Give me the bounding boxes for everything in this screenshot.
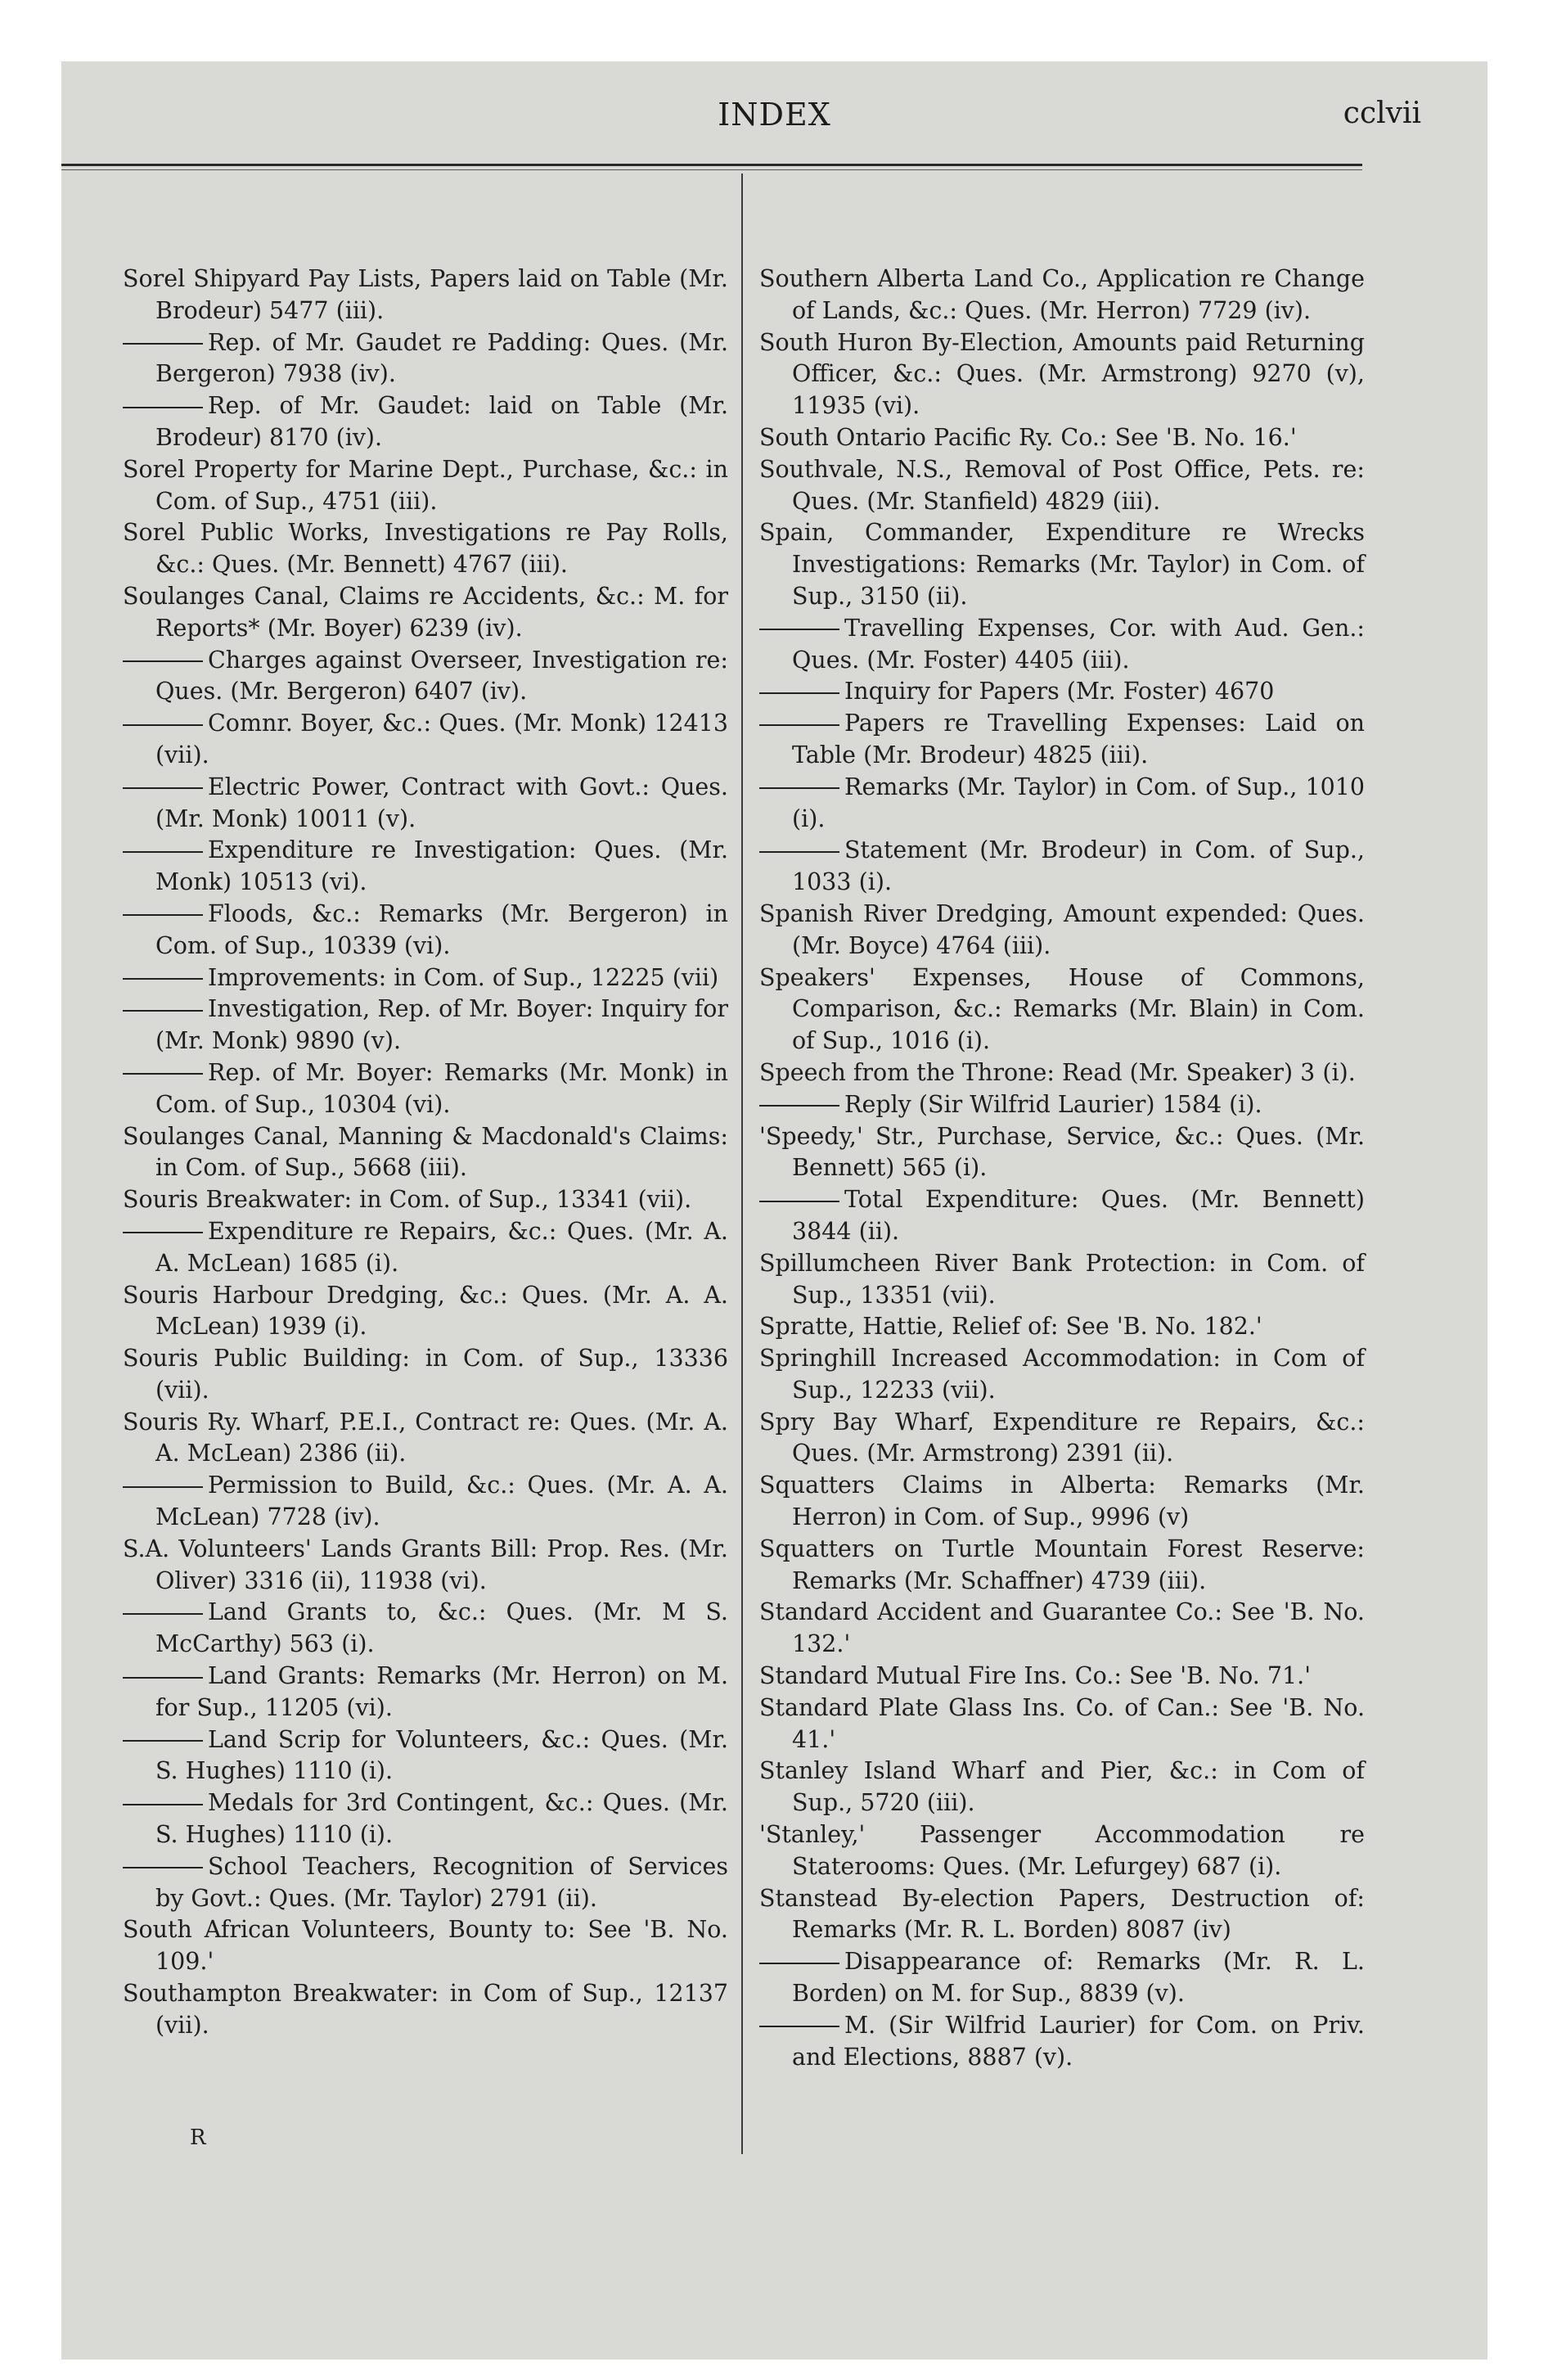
signature-mark: R <box>190 2125 206 2150</box>
index-entry-text: Total Expenditure: Ques. (Mr. Bennett) 3844 (ii). <box>792 1186 1365 1245</box>
index-entry <box>759 708 1365 772</box>
index-entry-text: Travelling Expenses, Cor. with Aud. Gen.: Ques. (Mr. Foster) 4405 (iii). <box>792 614 1365 674</box>
index-entry <box>123 581 728 645</box>
index-entry <box>123 1597 728 1661</box>
index-entry <box>123 1216 728 1280</box>
index-entry-text: Sorel Shipyard Pay Lists, Papers laid on Table (Mr. Brodeur) 5477 (iii). <box>123 265 728 324</box>
ditto-dash <box>123 1867 203 1868</box>
page-title: INDEX <box>718 97 831 133</box>
ditto-dash <box>123 1010 203 1012</box>
index-entry-text: Sorel Public Works, Investigations re Pay Rolls, &c.: Ques. (Mr. Bennett) 4767 (iii). <box>123 519 728 579</box>
index-entry <box>759 962 1365 1057</box>
index-entry <box>759 1756 1365 1819</box>
index-entry-text: Spratte, Hattie, Relief of: See 'B. No. 182.' <box>759 1313 1262 1341</box>
index-entry <box>123 1184 728 1216</box>
ditto-dash <box>759 1105 839 1107</box>
index-entry <box>123 1280 728 1344</box>
index-entry-text: Southern Alberta Land Co., Application re Change of Lands, &c.: Ques. (Mr. Herron) 7729 (iv). <box>759 265 1365 324</box>
index-entry-text: Speech from the Throne: Read (Mr. Speaker) 3 (i). <box>759 1058 1356 1086</box>
ditto-dash <box>759 787 839 789</box>
ditto-dash <box>123 787 203 789</box>
index-entry <box>123 645 728 709</box>
index-entry <box>759 1946 1365 2010</box>
index-entry-text: Floods, &c.: Remarks (Mr. Bergeron) in Com. of Sup., 10339 (vi). <box>155 899 728 959</box>
ditto-dash <box>123 851 203 853</box>
index-entry <box>759 835 1365 899</box>
index-entry-text: Soulanges Canal, Claims re Accidents, &c.: M. for Reports* (Mr. Boyer) 6239 (iv). <box>123 582 728 642</box>
ditto-dash <box>123 660 203 662</box>
index-entry <box>759 772 1365 836</box>
index-entry-text: Remarks (Mr. Taylor) in Com. of Sup., 1010 (i). <box>792 773 1365 832</box>
index-entry-text: Stanstead By-election Papers, Destruction of: Remarks (Mr. R. L. Borden) 8087 (iv) <box>759 1884 1365 1944</box>
index-entry-text: Inquiry for Papers (Mr. Foster) 4670 <box>844 678 1275 705</box>
index-entry-text: Rep. of Mr. Boyer: Remarks (Mr. Monk) in Com. of Sup., 10304 (vi). <box>155 1058 728 1118</box>
index-entry <box>123 264 728 327</box>
index-entry <box>759 1089 1365 1121</box>
ditto-dash <box>123 1677 203 1679</box>
ditto-dash <box>123 724 203 726</box>
index-entry <box>123 454 728 518</box>
ditto-dash <box>759 692 839 694</box>
index-entry <box>759 899 1365 962</box>
index-entry <box>759 422 1365 454</box>
ditto-dash <box>123 343 203 345</box>
index-entry-text: Souris Breakwater: in Com. of Sup., 13341 (vii). <box>123 1186 692 1214</box>
index-entry <box>123 1661 728 1724</box>
index-entry-text: Sorel Property for Marine Dept., Purchase, &c.: in Com. of Sup., 4751 (iii). <box>123 455 728 515</box>
index-entry-text: Southampton Breakwater: in Com of Sup., 12137 (vii). <box>123 1980 728 2039</box>
header-rule-thin <box>61 169 1362 170</box>
index-entry-text: South African Volunteers, Bounty to: See 'B. No. 109.' <box>123 1916 728 1976</box>
index-entry <box>759 1311 1365 1343</box>
index-entry-text: Souris Ry. Wharf, P.E.I., Contract re: Ques. (Mr. A. A. McLean) 2386 (ii). <box>123 1408 728 1467</box>
index-entry <box>759 1343 1365 1407</box>
index-entry-text: Speakers' Expenses, House of Commons, Comparison, &c.: Remarks (Mr. Blain) in Com. of Sup., 1016 (i). <box>759 963 1365 1055</box>
index-column-left <box>123 264 728 2042</box>
index-entry-text: Permission to Build, &c.: Ques. (Mr. A. A. McLean) 7728 (iv). <box>155 1472 728 1531</box>
index-entry <box>123 994 728 1057</box>
index-entry-text: S.A. Volunteers' Lands Grants Bill: Prop. Res. (Mr. Oliver) 3316 (ii), 11938 (vi). <box>123 1535 728 1594</box>
index-entry-text: Disappearance of: Remarks (Mr. R. L. Borden) on M. for Sup., 8839 (v). <box>792 1948 1365 2008</box>
index-entry-text: Spanish River Dredging, Amount expended: Ques. (Mr. Boyce) 4764 (iii). <box>759 899 1365 959</box>
ditto-dash <box>123 1740 203 1742</box>
index-entry-text: Improvements: in Com. of Sup., 12225 (vii) <box>208 963 719 991</box>
index-entry <box>759 1184 1365 1248</box>
index-entry-text: Reply (Sir Wilfrid Laurier) 1584 (i). <box>844 1090 1262 1118</box>
index-entry <box>123 390 728 454</box>
column-divider <box>741 174 743 2154</box>
index-entry-text: Papers re Travelling Expenses: Laid on Table (Mr. Brodeur) 4825 (iii). <box>792 710 1365 769</box>
index-entry-text: Squatters on Turtle Mountain Forest Reserve: Remarks (Mr. Schaffner) 4739 (iii). <box>759 1535 1365 1594</box>
index-entry <box>123 1787 728 1851</box>
page-number: cclvii <box>1343 97 1421 130</box>
index-entry <box>123 1407 728 1471</box>
index-entry-text: Souris Public Building: in Com. of Sup., 13336 (vii). <box>123 1345 728 1404</box>
index-entry-text: Spain, Commander, Expenditure re Wrecks Investigations: Remarks (Mr. Taylor) in Com. of Sup., 3150 (ii). <box>759 519 1365 610</box>
index-entry-text: South Huron By-Election, Amounts paid Returning Officer, &c.: Ques. (Mr. Armstrong) 9270 (v), 11935 (vi). <box>759 328 1365 420</box>
index-entry <box>759 1661 1365 1693</box>
index-entry-text: South Ontario Pacific Ry. Co.: See 'B. No. 16.' <box>759 423 1297 451</box>
index-entry-text: Standard Mutual Fire Ins. Co.: See 'B. No. 71.' <box>759 1662 1312 1690</box>
ditto-dash <box>759 1963 839 1964</box>
index-entry-text: Standard Accident and Guarantee Co.: See 'B. No. 132.' <box>759 1598 1365 1658</box>
ditto-dash <box>759 724 839 726</box>
index-entry <box>123 1978 728 2042</box>
index-entry-text: Squatters Claims in Alberta: Remarks (Mr. Herron) in Com. of Sup., 9996 (v) <box>759 1472 1365 1531</box>
ditto-dash <box>759 851 839 853</box>
ditto-dash <box>123 1073 203 1075</box>
index-entry-text: Electric Power, Contract with Govt.: Ques. (Mr. Monk) 10011 (v). <box>155 773 728 832</box>
index-entry-text: Soulanges Canal, Manning & Macdonald's Claims: in Com. of Sup., 5668 (iii). <box>123 1122 728 1182</box>
ditto-dash <box>123 1486 203 1488</box>
index-entry-text: 'Stanley,' Passenger Accommodation re Staterooms: Ques. (Mr. Lefurgey) 687 (i). <box>759 1821 1365 1880</box>
index-entry-text: Medals for 3rd Contingent, &c.: Ques. (Mr. S. Hughes) 1110 (i). <box>155 1789 728 1849</box>
ditto-dash <box>759 629 839 630</box>
index-entry <box>123 899 728 962</box>
index-entry <box>759 676 1365 708</box>
index-entry <box>123 835 728 899</box>
index-entry-text: 'Speedy,' Str., Purchase, Service, &c.: Ques. (Mr. Bennett) 565 (i). <box>759 1122 1365 1182</box>
ditto-dash <box>123 1613 203 1615</box>
index-entry <box>759 1057 1365 1089</box>
index-entry-text: Statement (Mr. Brodeur) in Com. of Sup., 1033 (i). <box>792 836 1365 896</box>
index-entry <box>123 1343 728 1407</box>
index-entry-text: Land Grants: Remarks (Mr. Herron) on M. for Sup., 11205 (vi). <box>155 1662 728 1721</box>
index-entry <box>759 264 1365 327</box>
index-entry <box>759 517 1365 612</box>
index-entry-text: Springhill Increased Accommodation: in Com of Sup., 12233 (vii). <box>759 1345 1365 1404</box>
index-entry <box>123 327 728 391</box>
ditto-dash <box>123 1804 203 1805</box>
index-entry <box>123 962 728 994</box>
index-entry-text: School Teachers, Recognition of Services by Govt.: Ques. (Mr. Taylor) 2791 (ii). <box>155 1852 728 1912</box>
index-entry-text: Investigation, Rep. of Mr. Boyer: Inquiry for (Mr. Monk) 9890 (v). <box>155 995 728 1055</box>
index-entry <box>759 2010 1365 2074</box>
index-entry <box>759 613 1365 677</box>
index-entry <box>759 1534 1365 1598</box>
index-entry <box>123 772 728 836</box>
index-entry-text: Land Scrip for Volunteers, &c.: Ques. (Mr. S. Hughes) 1110 (i). <box>155 1725 728 1785</box>
index-entry-text: M. (Sir Wilfrid Laurier) for Com. on Priv. and Elections, 8887 (v). <box>792 2011 1365 2071</box>
ditto-dash <box>759 2026 839 2027</box>
ditto-dash <box>123 914 203 916</box>
index-entry-text: Spillumcheen River Bank Protection: in Com. of Sup., 13351 (vii). <box>759 1249 1365 1309</box>
ditto-dash <box>759 1201 839 1202</box>
index-entry <box>123 1470 728 1534</box>
index-entry <box>123 1851 728 1915</box>
index-entry-text: Stanley Island Wharf and Pier, &c.: in Com of Sup., 5720 (iii). <box>759 1757 1365 1817</box>
index-entry <box>123 517 728 581</box>
index-entry-text: Charges against Overseer, Investigation re: Ques. (Mr. Bergeron) 6407 (iv). <box>155 646 728 705</box>
index-entry-text: Standard Plate Glass Ins. Co. of Can.: See 'B. No. 41.' <box>759 1693 1365 1753</box>
index-entry-text: Southvale, N.S., Removal of Post Office, Pets. re: Ques. (Mr. Stanfield) 4829 (iii). <box>759 455 1365 515</box>
index-entry <box>123 1914 728 1978</box>
ditto-dash <box>123 407 203 408</box>
index-entry <box>759 1121 1365 1185</box>
index-entry <box>759 327 1365 422</box>
index-entry <box>759 1883 1365 1947</box>
header-rule <box>61 164 1362 166</box>
index-entry-text: Rep. of Mr. Gaudet re Padding: Ques. (Mr. Bergeron) 7938 (iv). <box>155 328 728 388</box>
ditto-dash <box>123 978 203 980</box>
index-entry-text: Land Grants to, &c.: Ques. (Mr. M S. McCarthy) 563 (i). <box>155 1598 728 1658</box>
index-entry <box>123 1121 728 1185</box>
index-entry-text: Rep. of Mr. Gaudet: laid on Table (Mr. Brodeur) 8170 (iv). <box>155 392 728 451</box>
index-entry-text: Comnr. Boyer, &c.: Ques. (Mr. Monk) 12413 (vii). <box>155 710 728 769</box>
index-entry <box>123 1057 728 1121</box>
index-entry-text: Spry Bay Wharf, Expenditure re Repairs, &c.: Ques. (Mr. Armstrong) 2391 (ii). <box>759 1408 1365 1467</box>
index-entry <box>759 1407 1365 1471</box>
index-entry <box>123 1724 728 1788</box>
index-entry <box>123 1534 728 1598</box>
index-entry <box>759 1819 1365 1883</box>
index-entry <box>123 708 728 772</box>
index-column-right <box>759 264 1365 2073</box>
index-entry <box>759 1248 1365 1312</box>
index-entry <box>759 1470 1365 1534</box>
index-entry-text: Expenditure re Repairs, &c.: Ques. (Mr. A. A. McLean) 1685 (i). <box>155 1217 728 1277</box>
index-entry <box>759 1597 1365 1661</box>
index-entry <box>759 1693 1365 1756</box>
index-entry <box>759 454 1365 518</box>
index-entry-text: Expenditure re Investigation: Ques. (Mr. Monk) 10513 (vi). <box>155 836 728 896</box>
ditto-dash <box>123 1232 203 1233</box>
index-entry-text: Souris Harbour Dredging, &c.: Ques. (Mr. A. A. McLean) 1939 (i). <box>123 1281 728 1341</box>
